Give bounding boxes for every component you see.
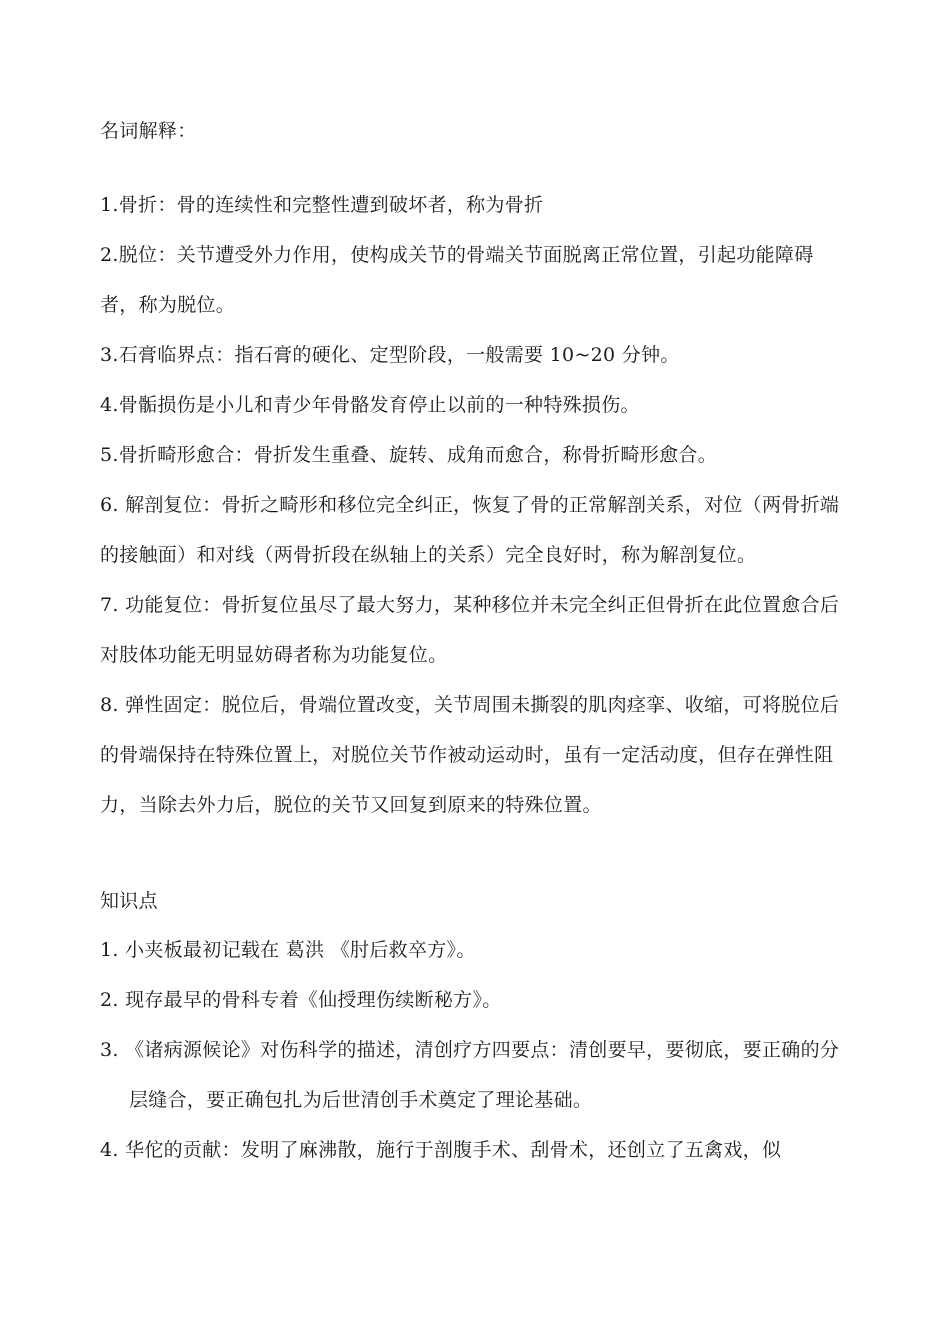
term-item-4: 4.骨骺损伤是小儿和青少年骨骼发育停止以前的一种特殊损伤。 — [100, 394, 640, 416]
knowledge-item-2: 2. 现存最早的骨科专着《仙授理伤续断秘方》。 — [100, 989, 502, 1011]
terms-list — [100, 180, 840, 830]
term-item-8: 8. 弹性固定：脱位后，骨端位置改变，关节周围未撕裂的肌肉痉挛、收缩，可将脱位后的骨端保持在特殊位置上，对脱位关节作被动运动时，虽有一定活动度，但存在弹性阻力，当除去外力后，脱位的关节又回复到原来的特殊位置。 — [100, 694, 840, 816]
term-item-1: 1.骨折：骨的连续性和完整性遭到破坏者，称为骨折 — [100, 194, 544, 216]
knowledge-list — [100, 925, 840, 1175]
knowledge-heading: 知识点 — [100, 890, 158, 912]
term-item-5: 5.骨折畸形愈合：骨折发生重叠、旋转、成角而愈合，称骨折畸形愈合。 — [100, 444, 718, 466]
knowledge-item-1: 1. 小夹板最初记载在 葛洪 《肘后救卒方》。 — [100, 939, 476, 961]
knowledge-item-3: 3. 《诸病源候论》对伤科学的描述，清创疗方四要点：清创要早，要彻底，要正确的分层缝合，要正确包扎为后世清创手术奠定了理论基础。 — [100, 1039, 840, 1111]
knowledge-item-4: 4. 华佗的贡献：发明了麻沸散，施行于剖腹手术、刮骨术，还创立了五禽戏，似 — [100, 1139, 782, 1161]
term-item-6: 6. 解剖复位：骨折之畸形和移位完全纠正，恢复了骨的正常解剖关系，对位（两骨折端的接触面）和对线（两骨折段在纵轴上的关系）完全良好时，称为解剖复位。 — [100, 494, 840, 566]
term-item-7: 7. 功能复位：骨折复位虽尽了最大努力，某种移位并未完全纠正但骨折在此位置愈合后对肢体功能无明显妨碍者称为功能复位。 — [100, 594, 840, 666]
terms-heading: 名词解释： — [100, 120, 197, 142]
term-item-3: 3.石膏临界点：指石膏的硬化、定型阶段，一般需要 10~20 分钟。 — [100, 344, 680, 366]
term-item-2: 2.脱位：关节遭受外力作用，使构成关节的骨端关节面脱离正常位置，引起功能障碍者，称为脱位。 — [100, 244, 814, 316]
